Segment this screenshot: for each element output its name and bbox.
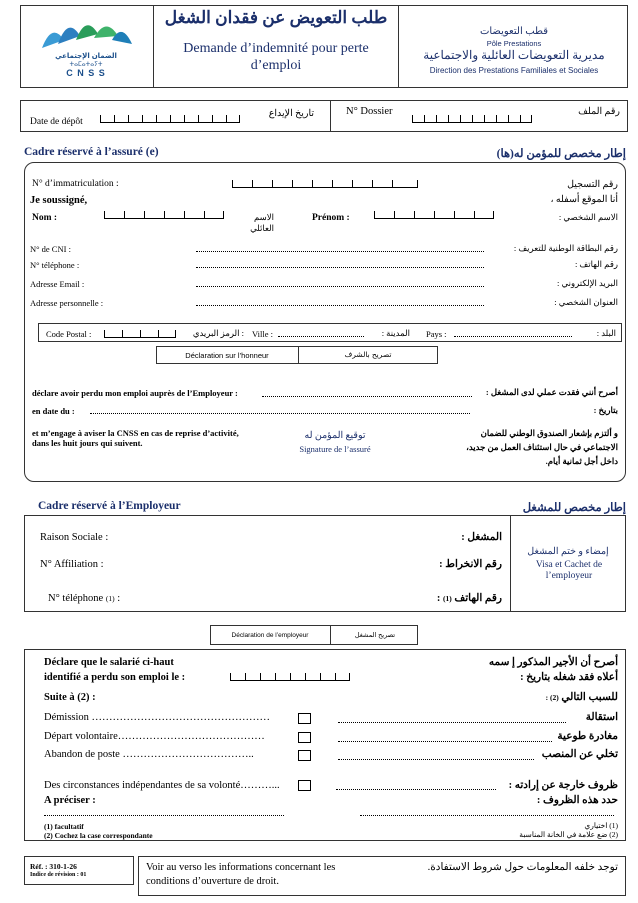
emp-declare-ar-line1: أصرح أن الأجير المذكور إ سمه bbox=[488, 657, 618, 668]
header-divider-right bbox=[398, 5, 399, 88]
preciser-label: A préciser : bbox=[44, 795, 96, 806]
visa-label: Visa et Cachet de l’employeur bbox=[535, 560, 603, 581]
cp-label: Code Postal : bbox=[46, 329, 92, 339]
affil-label-ar: رقم الانخراط : bbox=[439, 559, 502, 570]
adresse-label-ar: العنوان الشخصي : bbox=[554, 297, 618, 307]
note2-label-ar: (2) ضع علامة في الخانة المناسبة bbox=[519, 830, 618, 839]
declare-perdu-field[interactable] bbox=[262, 396, 472, 397]
cnss-logo bbox=[38, 14, 134, 78]
abandon-checkbox[interactable] bbox=[298, 750, 311, 761]
circonstances-ar-dots bbox=[336, 789, 496, 790]
logo-tifinagh: ⵜⴰⵎⴰⵜⴰⵢⵜ bbox=[69, 62, 103, 68]
suite-label-ar: للسبب التالي (2) : bbox=[545, 692, 618, 703]
preciser-field[interactable] bbox=[44, 815, 284, 816]
circonstances-label-ar: ظروف خارجة عن إرادته : bbox=[508, 780, 618, 791]
nom-field[interactable] bbox=[104, 211, 224, 219]
logo-cnss: C N S S bbox=[66, 68, 106, 78]
pays-label: Pays : bbox=[426, 329, 447, 339]
cnss-logo-icon bbox=[38, 14, 134, 54]
signature-label: Signature de l’assuré bbox=[299, 444, 371, 454]
engage-line2: dans les huit jours qui suivent. bbox=[32, 438, 143, 448]
date-depot-field[interactable] bbox=[100, 115, 240, 123]
email-field[interactable] bbox=[196, 286, 484, 287]
reason-demission-ar: استقالة bbox=[585, 712, 618, 723]
title-arabic: طلب التعويض عن فقدان الشغل bbox=[164, 8, 388, 27]
dossier-label: N° Dossier bbox=[346, 106, 393, 117]
direction-french: Direction des Prestations Familiales et Sociales bbox=[429, 66, 599, 75]
circonstances-checkbox[interactable] bbox=[298, 780, 311, 791]
signature-label-ar: توقيع المؤمن له bbox=[304, 431, 366, 441]
emp-declare-line2: identifié a perdu son emploi le : bbox=[44, 672, 186, 683]
declaration-employeur-title-ar: تصريح المشغل bbox=[354, 632, 396, 639]
raison-label-ar: المشغل : bbox=[461, 532, 502, 543]
emp-declare-ar-line2: أعلاه فقد شغله بتاريخ : bbox=[520, 672, 618, 683]
ville-label: Ville : bbox=[252, 329, 273, 339]
tel-field[interactable] bbox=[196, 267, 484, 268]
dossier-label-ar: رقم الملف bbox=[578, 107, 620, 117]
footer-verso-line1: Voir au verso les informations concernant les bbox=[146, 862, 336, 873]
prenom-label-ar: الاسم الشخصي : bbox=[558, 212, 618, 222]
note2-label: (2) Cochez la case correspondante bbox=[44, 831, 153, 840]
employeur-section-title: Cadre réservé à l’Employeur bbox=[38, 500, 181, 512]
adresse-field[interactable] bbox=[196, 305, 484, 306]
abandon-ar-dots bbox=[338, 759, 534, 760]
soussigne-label: Je soussigné, bbox=[30, 195, 88, 206]
circonstances-label: Des circonstances indépendantes de sa volonté………... bbox=[44, 780, 280, 791]
date-du-label: en date du : bbox=[32, 406, 75, 416]
emp-tel-text: N° téléphone bbox=[48, 593, 104, 604]
pole-arabic: قطب التعويضات bbox=[479, 26, 549, 37]
depart-checkbox[interactable] bbox=[298, 732, 311, 743]
suite-label: Suite à (2) : bbox=[44, 692, 96, 703]
emp-tel-label: N° téléphone (1) : bbox=[48, 593, 121, 604]
adresse-label: Adresse personnelle : bbox=[30, 298, 104, 308]
declaration-employeur-divider bbox=[330, 625, 331, 645]
cni-label-ar: رقم البطاقة الوطنية للتعريف : bbox=[513, 243, 618, 253]
reason-abandon-ar: تخلي عن المنصب bbox=[541, 749, 618, 760]
logo-arabic: الضمان الإجتماعي bbox=[55, 53, 117, 60]
dates-divider bbox=[330, 100, 331, 132]
date-depot-label-ar: تاريخ الإيداع bbox=[268, 109, 314, 119]
immat-field[interactable] bbox=[232, 180, 418, 188]
tel-label-ar: رقم الهاتف : bbox=[574, 259, 618, 269]
visa-label-ar: إمضاء و ختم المشغل bbox=[527, 547, 609, 557]
note1-label: (1) facultatif bbox=[44, 822, 84, 831]
pays-label-ar: البلد : bbox=[596, 328, 616, 338]
footer-ref: Réf. : 310-1-26 bbox=[30, 862, 77, 871]
note1-label-ar: (1) اختياري bbox=[584, 821, 618, 830]
title-french: Demande d’indemnité pour perte d’emploi bbox=[183, 41, 369, 73]
immat-label: N° d’immatriculation : bbox=[32, 179, 119, 189]
date-du-field[interactable] bbox=[90, 413, 470, 414]
assure-section-title: Cadre réservé à l’assuré (e) bbox=[24, 146, 159, 158]
assure-section-title-ar: إطار مخصص للمؤمن له(ها) bbox=[496, 148, 626, 160]
preciser-field-ar[interactable] bbox=[360, 815, 614, 816]
footer-verso-line2: conditions d’ouverture de droit. bbox=[146, 876, 279, 887]
depart-ar-dots bbox=[338, 741, 552, 742]
ville-field[interactable] bbox=[278, 336, 364, 337]
engage-ar-line2: الاجتماعي في حال استئناف العمل من جديد، bbox=[466, 442, 618, 452]
immat-label-ar: رقم التسجيل bbox=[567, 180, 618, 190]
declaration-honneur-title: Déclaration sur l’honneur bbox=[185, 351, 269, 360]
email-label: Adresse Email : bbox=[30, 279, 85, 289]
nom-label: Nom : bbox=[32, 213, 58, 223]
engage-ar-line1: و ألتزم بإشعار الصندوق الوطني للضمان bbox=[480, 428, 618, 438]
cni-field[interactable] bbox=[196, 251, 484, 252]
nom-label-ar: الاسم العائلي bbox=[250, 212, 274, 233]
reason-depart: Départ volontaire…………………………………… bbox=[44, 731, 265, 742]
affil-label: N° Affiliation : bbox=[40, 559, 104, 570]
emp-declare-line1: Déclare que le salarié ci-haut bbox=[44, 657, 174, 668]
direction-arabic: مديرية التعويضات العائلية والاجتماعية bbox=[423, 48, 605, 62]
engage-ar-line3: داخل أجل ثمانية أيام. bbox=[545, 456, 618, 466]
employeur-visa-divider bbox=[510, 515, 511, 612]
demission-checkbox[interactable] bbox=[298, 713, 311, 724]
reason-demission: Démission …………………………………………… bbox=[44, 712, 271, 723]
cni-label: N° de CNI : bbox=[30, 244, 71, 254]
footer-verso-ar: توجد خلفه المعلومات حول شروط الاستفادة. bbox=[427, 862, 618, 873]
tel-label: N° téléphone : bbox=[30, 260, 80, 270]
soussigne-label-ar: أنا الموقع أسفله ، bbox=[550, 195, 618, 205]
header-divider-left bbox=[153, 5, 154, 88]
declaration-honneur-title-ar: تصريح بالشرف bbox=[344, 350, 392, 359]
pole-french: Pôle Prestations bbox=[486, 39, 542, 48]
footer-revision: Indice de révision : 01 bbox=[30, 872, 87, 878]
prenom-label: Prénom : bbox=[312, 213, 350, 223]
raison-label: Raison Sociale : bbox=[40, 532, 109, 543]
declare-perdu-label: déclare avoir perdu mon emploi auprès de l’Employeur : bbox=[32, 388, 238, 398]
ville-label-ar: المدينة : bbox=[381, 328, 410, 338]
declare-perdu-label-ar: أصرح أنني فقدت عملي لدى المشغل : bbox=[485, 387, 618, 397]
reason-abandon: Abandon de poste ……………………………….. bbox=[44, 749, 254, 760]
prenom-field[interactable] bbox=[374, 211, 494, 219]
declaration-honneur-divider bbox=[298, 346, 299, 364]
email-label-ar: البريد الإلكتروني : bbox=[557, 278, 618, 288]
cp-label-ar: : الرمز البريدي bbox=[192, 328, 244, 338]
emp-tel-label-ar: رقم الهاتف (1) : bbox=[436, 593, 502, 604]
emp-date-field[interactable] bbox=[230, 673, 350, 681]
dossier-field[interactable] bbox=[412, 115, 532, 123]
date-du-label-ar: بتاريخ : bbox=[593, 405, 618, 415]
preciser-label-ar: حدد هذه الظروف : bbox=[536, 795, 618, 806]
pays-field[interactable] bbox=[454, 336, 572, 337]
engage-line1: et m’engage à aviser la CNSS en cas de reprise d’activité, bbox=[32, 428, 239, 438]
cp-field[interactable] bbox=[104, 330, 176, 338]
date-depot-label: Date de dépôt bbox=[30, 117, 83, 127]
demission-ar-dots bbox=[338, 722, 566, 723]
reason-depart-ar: مغادرة طوعية bbox=[557, 731, 618, 742]
declaration-employeur-title: Déclaration de l’employeur bbox=[231, 632, 309, 639]
emp-tel-note: (1) bbox=[105, 594, 115, 603]
employeur-section-title-ar: إطار مخصص للمشغل bbox=[522, 502, 626, 514]
